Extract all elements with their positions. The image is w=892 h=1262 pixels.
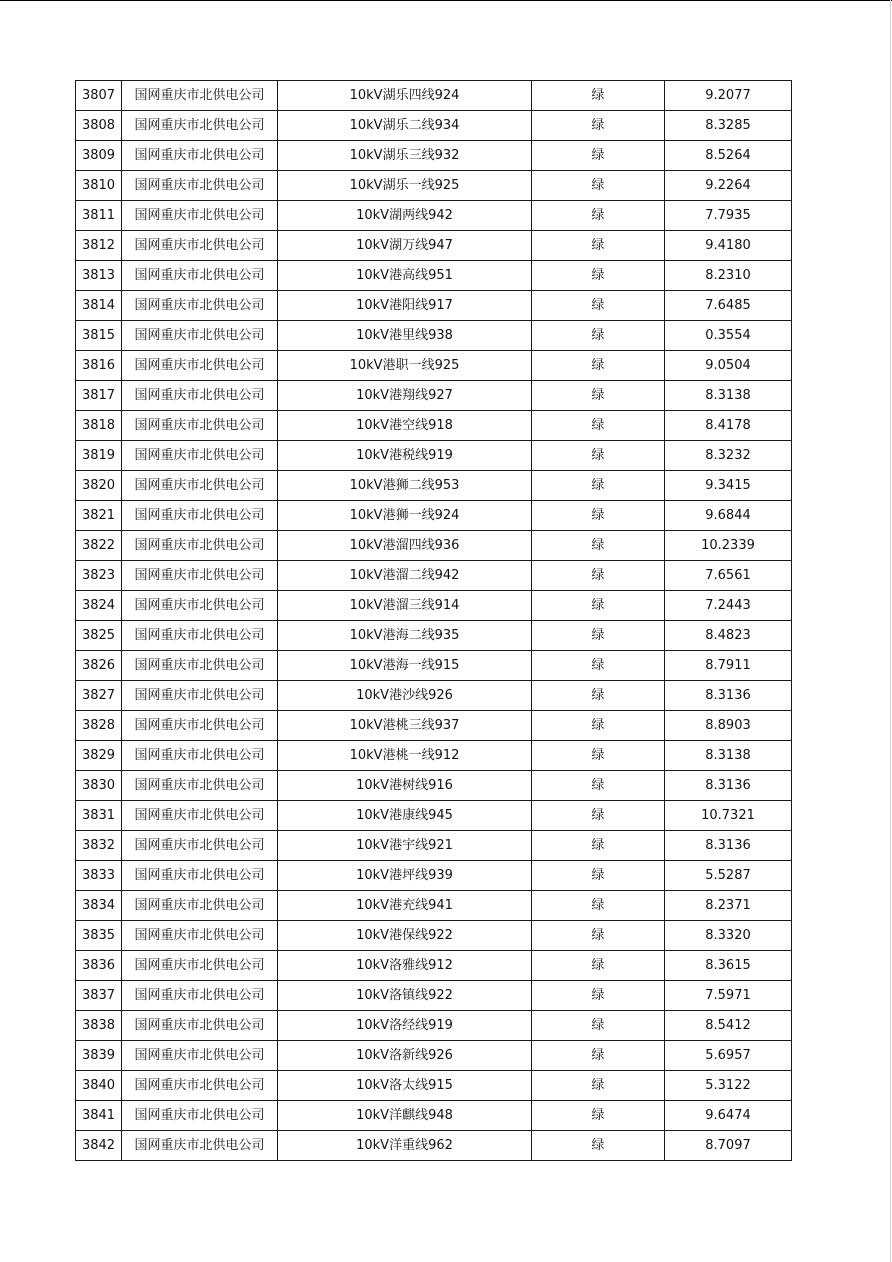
- status-color-cell: 绿: [532, 831, 665, 861]
- table-row: [76, 81, 792, 111]
- status-color-cell: 绿: [532, 771, 665, 801]
- status-color-cell: 绿: [532, 441, 665, 471]
- status-color-cell: 绿: [532, 531, 665, 561]
- value-cell: 10.7321: [665, 801, 792, 831]
- feeder-line-cell: 10kV港阳线917: [278, 291, 532, 321]
- status-color-cell: 绿: [532, 861, 665, 891]
- table-row: [76, 1131, 792, 1161]
- value-cell: 9.2264: [665, 171, 792, 201]
- feeder-line-cell: 10kV港溜四线936: [278, 531, 532, 561]
- row-number-cell: 3821: [76, 501, 122, 531]
- company-cell: 国网重庆市北供电公司: [122, 861, 278, 891]
- feeder-line-cell: 10kV港翔线927: [278, 381, 532, 411]
- company-cell: 国网重庆市北供电公司: [122, 651, 278, 681]
- value-cell: 8.3285: [665, 111, 792, 141]
- status-color-cell: 绿: [532, 921, 665, 951]
- status-color-cell: 绿: [532, 321, 665, 351]
- feeder-line-cell: 10kV洛太线915: [278, 1071, 532, 1101]
- feeder-line-cell: 10kV湖万线947: [278, 231, 532, 261]
- feeder-line-cell: 10kV港税线919: [278, 441, 532, 471]
- value-cell: 7.6561: [665, 561, 792, 591]
- feeder-line-cell: 10kV港保线922: [278, 921, 532, 951]
- row-number-cell: 3841: [76, 1101, 122, 1131]
- company-cell: 国网重庆市北供电公司: [122, 261, 278, 291]
- feeder-line-cell: 10kV湖乐四线924: [278, 81, 532, 111]
- value-cell: 10.2339: [665, 531, 792, 561]
- status-color-cell: 绿: [532, 891, 665, 921]
- value-cell: 8.3615: [665, 951, 792, 981]
- table-row: [76, 141, 792, 171]
- table-row: [76, 381, 792, 411]
- value-cell: 7.6485: [665, 291, 792, 321]
- row-number-cell: 3810: [76, 171, 122, 201]
- table-row: [76, 1011, 792, 1041]
- row-number-cell: 3837: [76, 981, 122, 1011]
- feeder-line-cell: 10kV湖乐三线932: [278, 141, 532, 171]
- status-color-cell: 绿: [532, 411, 665, 441]
- table-row: [76, 441, 792, 471]
- value-cell: 8.3138: [665, 381, 792, 411]
- status-color-cell: 绿: [532, 951, 665, 981]
- status-color-cell: 绿: [532, 621, 665, 651]
- status-color-cell: 绿: [532, 111, 665, 141]
- row-number-cell: 3824: [76, 591, 122, 621]
- company-cell: 国网重庆市北供电公司: [122, 81, 278, 111]
- company-cell: 国网重庆市北供电公司: [122, 891, 278, 921]
- row-number-cell: 3818: [76, 411, 122, 441]
- status-color-cell: 绿: [532, 201, 665, 231]
- row-number-cell: 3827: [76, 681, 122, 711]
- value-cell: 9.2077: [665, 81, 792, 111]
- feeder-table: [75, 80, 792, 1161]
- table-row: [76, 621, 792, 651]
- status-color-cell: 绿: [532, 471, 665, 501]
- value-cell: 9.0504: [665, 351, 792, 381]
- feeder-line-cell: 10kV港狮二线953: [278, 471, 532, 501]
- status-color-cell: 绿: [532, 801, 665, 831]
- value-cell: 8.4823: [665, 621, 792, 651]
- feeder-line-cell: 10kV港海二线935: [278, 621, 532, 651]
- feeder-line-cell: 10kV港沙线926: [278, 681, 532, 711]
- row-number-cell: 3822: [76, 531, 122, 561]
- row-number-cell: 3840: [76, 1071, 122, 1101]
- row-number-cell: 3825: [76, 621, 122, 651]
- row-number-cell: 3829: [76, 741, 122, 771]
- table-row: [76, 861, 792, 891]
- company-cell: 国网重庆市北供电公司: [122, 1041, 278, 1071]
- status-color-cell: 绿: [532, 351, 665, 381]
- company-cell: 国网重庆市北供电公司: [122, 621, 278, 651]
- status-color-cell: 绿: [532, 681, 665, 711]
- feeder-line-cell: 10kV湖乐二线934: [278, 111, 532, 141]
- feeder-line-cell: 10kV港里线938: [278, 321, 532, 351]
- company-cell: 国网重庆市北供电公司: [122, 501, 278, 531]
- status-color-cell: 绿: [532, 501, 665, 531]
- feeder-line-cell: 10kV港充线941: [278, 891, 532, 921]
- status-color-cell: 绿: [532, 1101, 665, 1131]
- feeder-line-cell: 10kV港树线916: [278, 771, 532, 801]
- feeder-line-cell: 10kV洛经线919: [278, 1011, 532, 1041]
- value-cell: 8.7911: [665, 651, 792, 681]
- table-row: [76, 231, 792, 261]
- table-row: [76, 201, 792, 231]
- feeder-line-cell: 10kV港职一线925: [278, 351, 532, 381]
- value-cell: 9.3415: [665, 471, 792, 501]
- row-number-cell: 3814: [76, 291, 122, 321]
- value-cell: 8.3138: [665, 741, 792, 771]
- value-cell: 7.7935: [665, 201, 792, 231]
- feeder-line-cell: 10kV港空线918: [278, 411, 532, 441]
- table-row: [76, 1041, 792, 1071]
- row-number-cell: 3811: [76, 201, 122, 231]
- company-cell: 国网重庆市北供电公司: [122, 291, 278, 321]
- page-right-edge: [890, 0, 891, 1262]
- table-row: [76, 981, 792, 1011]
- company-cell: 国网重庆市北供电公司: [122, 231, 278, 261]
- table-row: [76, 561, 792, 591]
- company-cell: 国网重庆市北供电公司: [122, 1071, 278, 1101]
- table-row: [76, 411, 792, 441]
- table-row: [76, 891, 792, 921]
- row-number-cell: 3807: [76, 81, 122, 111]
- status-color-cell: 绿: [532, 711, 665, 741]
- table-row: [76, 261, 792, 291]
- company-cell: 国网重庆市北供电公司: [122, 201, 278, 231]
- company-cell: 国网重庆市北供电公司: [122, 771, 278, 801]
- feeder-line-cell: 10kV港康线945: [278, 801, 532, 831]
- value-cell: 8.5264: [665, 141, 792, 171]
- feeder-line-cell: 10kV港坪线939: [278, 861, 532, 891]
- table-row: [76, 291, 792, 321]
- table-row: [76, 951, 792, 981]
- company-cell: 国网重庆市北供电公司: [122, 471, 278, 501]
- table-row: [76, 171, 792, 201]
- company-cell: 国网重庆市北供电公司: [122, 711, 278, 741]
- table-row: [76, 111, 792, 141]
- status-color-cell: 绿: [532, 1131, 665, 1161]
- value-cell: 8.4178: [665, 411, 792, 441]
- value-cell: 8.2371: [665, 891, 792, 921]
- status-color-cell: 绿: [532, 1071, 665, 1101]
- row-number-cell: 3820: [76, 471, 122, 501]
- company-cell: 国网重庆市北供电公司: [122, 561, 278, 591]
- row-number-cell: 3830: [76, 771, 122, 801]
- value-cell: 8.3136: [665, 771, 792, 801]
- feeder-line-cell: 10kV港桃一线912: [278, 741, 532, 771]
- table-row: [76, 1071, 792, 1101]
- feeder-line-cell: 10kV港宇线921: [278, 831, 532, 861]
- status-color-cell: 绿: [532, 81, 665, 111]
- value-cell: 8.8903: [665, 711, 792, 741]
- table-row: [76, 801, 792, 831]
- row-number-cell: 3817: [76, 381, 122, 411]
- value-cell: 8.7097: [665, 1131, 792, 1161]
- feeder-line-cell: 10kV港海一线915: [278, 651, 532, 681]
- company-cell: 国网重庆市北供电公司: [122, 1101, 278, 1131]
- company-cell: 国网重庆市北供电公司: [122, 591, 278, 621]
- row-number-cell: 3836: [76, 951, 122, 981]
- company-cell: 国网重庆市北供电公司: [122, 351, 278, 381]
- company-cell: 国网重庆市北供电公司: [122, 681, 278, 711]
- table-row: [76, 921, 792, 951]
- row-number-cell: 3833: [76, 861, 122, 891]
- row-number-cell: 3842: [76, 1131, 122, 1161]
- company-cell: 国网重庆市北供电公司: [122, 381, 278, 411]
- row-number-cell: 3826: [76, 651, 122, 681]
- table-body: [76, 81, 792, 1161]
- value-cell: 9.6474: [665, 1101, 792, 1131]
- value-cell: 5.5287: [665, 861, 792, 891]
- feeder-line-cell: 10kV湖乐一线925: [278, 171, 532, 201]
- value-cell: 9.6844: [665, 501, 792, 531]
- status-color-cell: 绿: [532, 561, 665, 591]
- company-cell: 国网重庆市北供电公司: [122, 171, 278, 201]
- feeder-line-cell: 10kV港高线951: [278, 261, 532, 291]
- status-color-cell: 绿: [532, 381, 665, 411]
- value-cell: 8.2310: [665, 261, 792, 291]
- row-number-cell: 3808: [76, 111, 122, 141]
- table-row: [76, 351, 792, 381]
- row-number-cell: 3834: [76, 891, 122, 921]
- company-cell: 国网重庆市北供电公司: [122, 741, 278, 771]
- row-number-cell: 3813: [76, 261, 122, 291]
- table-row: [76, 651, 792, 681]
- feeder-line-cell: 10kV湖两线942: [278, 201, 532, 231]
- status-color-cell: 绿: [532, 291, 665, 321]
- row-number-cell: 3816: [76, 351, 122, 381]
- company-cell: 国网重庆市北供电公司: [122, 531, 278, 561]
- table-row: [76, 531, 792, 561]
- company-cell: 国网重庆市北供电公司: [122, 441, 278, 471]
- table-row: [76, 831, 792, 861]
- status-color-cell: 绿: [532, 1041, 665, 1071]
- value-cell: 8.3232: [665, 441, 792, 471]
- feeder-line-cell: 10kV港溜二线942: [278, 561, 532, 591]
- value-cell: 7.5971: [665, 981, 792, 1011]
- status-color-cell: 绿: [532, 651, 665, 681]
- table-row: [76, 681, 792, 711]
- table-row: [76, 591, 792, 621]
- feeder-line-cell: 10kV洋麒线948: [278, 1101, 532, 1131]
- status-color-cell: 绿: [532, 741, 665, 771]
- status-color-cell: 绿: [532, 261, 665, 291]
- value-cell: 8.3136: [665, 831, 792, 861]
- value-cell: 7.2443: [665, 591, 792, 621]
- company-cell: 国网重庆市北供电公司: [122, 921, 278, 951]
- value-cell: 8.5412: [665, 1011, 792, 1041]
- company-cell: 国网重庆市北供电公司: [122, 321, 278, 351]
- row-number-cell: 3819: [76, 441, 122, 471]
- feeder-line-cell: 10kV洋重线962: [278, 1131, 532, 1161]
- value-cell: 0.3554: [665, 321, 792, 351]
- value-cell: 8.3136: [665, 681, 792, 711]
- value-cell: 8.3320: [665, 921, 792, 951]
- company-cell: 国网重庆市北供电公司: [122, 1131, 278, 1161]
- status-color-cell: 绿: [532, 171, 665, 201]
- company-cell: 国网重庆市北供电公司: [122, 111, 278, 141]
- value-cell: 9.4180: [665, 231, 792, 261]
- row-number-cell: 3815: [76, 321, 122, 351]
- row-number-cell: 3838: [76, 1011, 122, 1041]
- row-number-cell: 3809: [76, 141, 122, 171]
- row-number-cell: 3835: [76, 921, 122, 951]
- feeder-line-cell: 10kV洛镇线922: [278, 981, 532, 1011]
- feeder-line-cell: 10kV洛新线926: [278, 1041, 532, 1071]
- feeder-line-cell: 10kV洛雅线912: [278, 951, 532, 981]
- table-row: [76, 711, 792, 741]
- table-row: [76, 321, 792, 351]
- company-cell: 国网重庆市北供电公司: [122, 141, 278, 171]
- row-number-cell: 3839: [76, 1041, 122, 1071]
- row-number-cell: 3812: [76, 231, 122, 261]
- feeder-line-cell: 10kV港桃三线937: [278, 711, 532, 741]
- table-row: [76, 471, 792, 501]
- value-cell: 5.6957: [665, 1041, 792, 1071]
- company-cell: 国网重庆市北供电公司: [122, 801, 278, 831]
- company-cell: 国网重庆市北供电公司: [122, 831, 278, 861]
- row-number-cell: 3831: [76, 801, 122, 831]
- status-color-cell: 绿: [532, 981, 665, 1011]
- status-color-cell: 绿: [532, 1011, 665, 1041]
- row-number-cell: 3832: [76, 831, 122, 861]
- table-row: [76, 741, 792, 771]
- company-cell: 国网重庆市北供电公司: [122, 951, 278, 981]
- status-color-cell: 绿: [532, 591, 665, 621]
- table-row: [76, 501, 792, 531]
- feeder-line-cell: 10kV港狮一线924: [278, 501, 532, 531]
- company-cell: 国网重庆市北供电公司: [122, 411, 278, 441]
- row-number-cell: 3828: [76, 711, 122, 741]
- table-row: [76, 1101, 792, 1131]
- value-cell: 5.3122: [665, 1071, 792, 1101]
- status-color-cell: 绿: [532, 231, 665, 261]
- company-cell: 国网重庆市北供电公司: [122, 981, 278, 1011]
- status-color-cell: 绿: [532, 141, 665, 171]
- page-top-border: [0, 0, 892, 1]
- company-cell: 国网重庆市北供电公司: [122, 1011, 278, 1041]
- feeder-line-cell: 10kV港溜三线914: [278, 591, 532, 621]
- table-row: [76, 771, 792, 801]
- row-number-cell: 3823: [76, 561, 122, 591]
